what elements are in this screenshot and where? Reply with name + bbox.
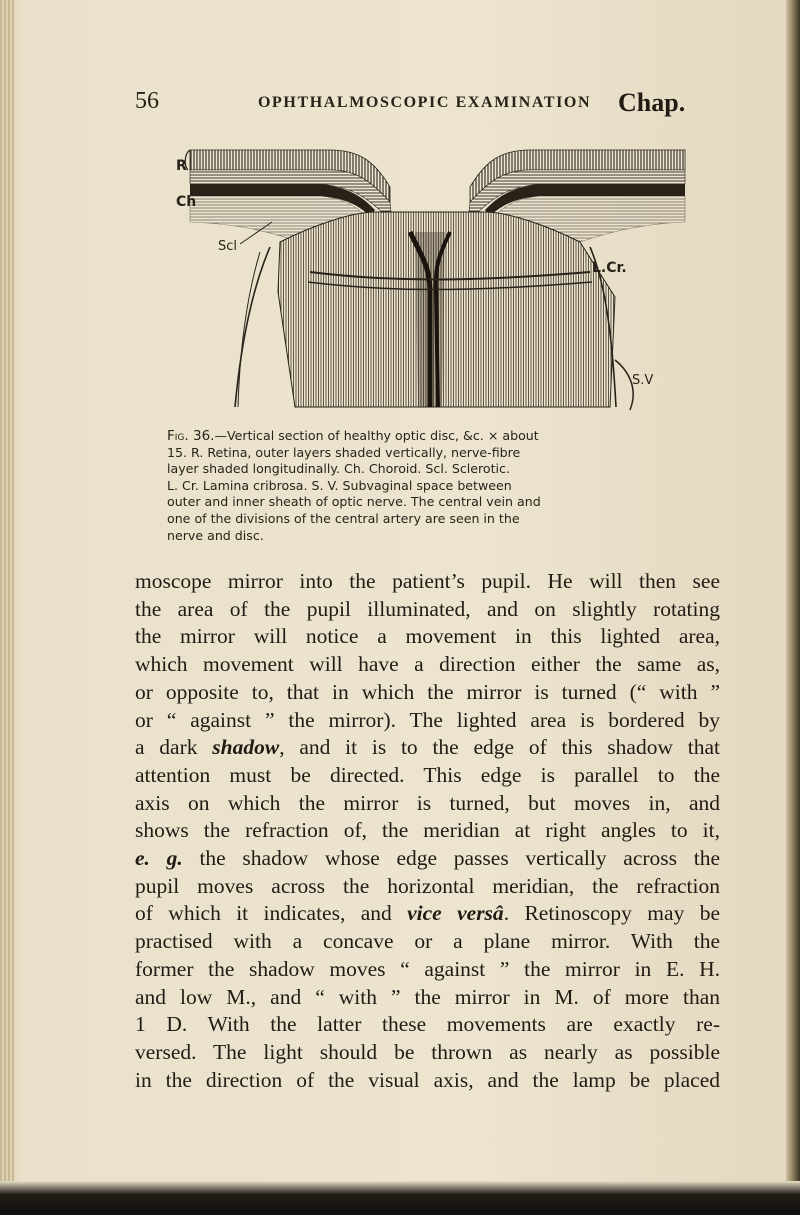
emphasis-vice-versa: vice versâ [407, 901, 504, 926]
page-left-edge [0, 0, 14, 1215]
caption-line: nerve and disc. [167, 527, 264, 543]
emphasis-shadow: shadow [212, 735, 280, 760]
caption-line: L. Cr. Lamina cribrosa. S. V. Subvaginal space between [167, 477, 512, 493]
emphasis-eg: e. g. [135, 846, 183, 871]
book-binding-edge [786, 0, 800, 1215]
label-sv: S.V [632, 373, 654, 388]
caption-line: Fig. 36.—Vertical section of healthy optic disc, &c. × about [167, 428, 539, 444]
caption-line: layer shaded longitudinally. Ch. Choroid. Scl. Sclerotic. [167, 461, 510, 477]
body-line: or “ against ” the mirror). The lighted area is bordered by [135, 707, 720, 732]
body-line: e. g. the shadow whose edge passes vertically across the [135, 846, 720, 871]
label-ch: Ch [176, 194, 197, 210]
caption-line: outer and inner sheath of optic nerve. The central vein and [167, 494, 541, 510]
body-line: the area of the pupil illuminated, and on slightly rotating [135, 596, 720, 621]
body-line: in the direction of the visual axis, and the lamp be placed [135, 1067, 720, 1092]
body-line: shows the refraction of, the meridian at right angles to it, [135, 818, 720, 843]
body-line: pupil moves across the horizontal meridian, the refraction [135, 873, 720, 898]
page-bottom-edge [0, 1181, 800, 1215]
body-line: practised with a concave or a plane mirror. With the [135, 929, 720, 954]
page-header [0, 88, 800, 118]
body-line: 1 D. With the latter these movements are exactly re- [135, 1012, 720, 1037]
caption-line: 15. R. Retina, outer layers shaded vertically, nerve-fibre [167, 444, 521, 460]
figure-caption [167, 428, 717, 544]
caption-figure-ref: Fig. 36. [167, 428, 215, 444]
body-line: of which it indicates, and vice versâ. Retinoscopy may be [135, 901, 720, 926]
page-number: 56 [135, 88, 159, 114]
body-text [135, 568, 720, 1094]
optic-disc-illustration [160, 132, 720, 427]
body-line: attention must be directed. This edge is parallel to the [135, 762, 720, 787]
body-line: and low M., and “ with ” the mirror in M. of more than [135, 984, 720, 1009]
body-line: moscope mirror into the patient’s pupil. He will then see [135, 569, 720, 593]
label-scl: Scl [218, 239, 238, 254]
label-r: R [176, 158, 187, 174]
body-line: which movement will have a direction either the same as, [135, 652, 720, 677]
figure-optic-disc-section [160, 132, 720, 427]
body-line: versed. The light should be thrown as nearly as possible [135, 1039, 720, 1064]
body-line: axis on which the mirror is turned, but moves in, and [135, 790, 720, 815]
body-line: a dark shadow, and it is to the edge of this shadow that [135, 735, 720, 760]
label-lcr: L.Cr. [592, 260, 627, 276]
body-line: the mirror will notice a movement in this lighted area, [135, 624, 720, 649]
body-line: former the shadow moves “ against ” the mirror in E. H. [135, 956, 720, 981]
caption-line: one of the divisions of the central artery are seen in the [167, 510, 520, 526]
running-head: OPHTHALMOSCOPIC EXAMINATION [258, 94, 592, 111]
body-line: or opposite to, that in which the mirror is turned (“ with ” [135, 679, 720, 704]
chapter-label: Chap. [618, 88, 686, 117]
